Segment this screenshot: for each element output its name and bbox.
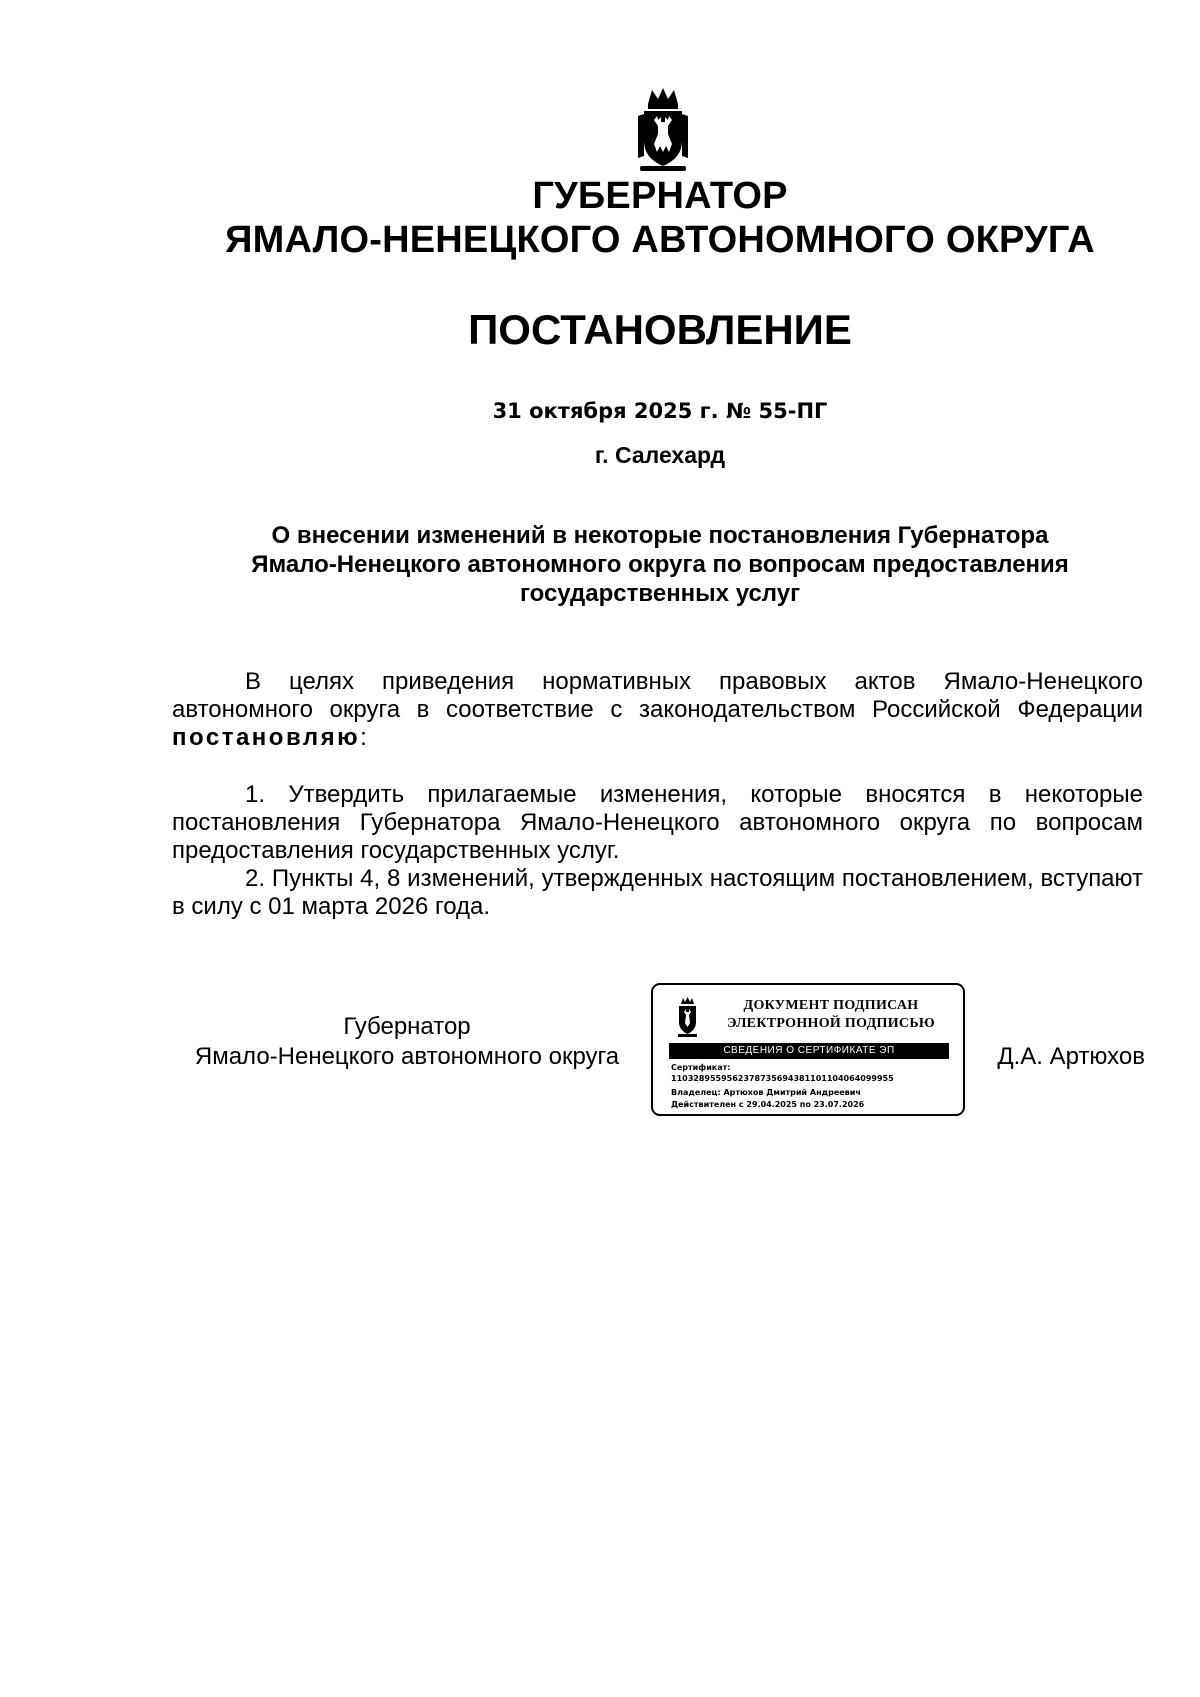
stamp-title-line1: ДОКУМЕНТ ПОДПИСАН [743,998,919,1013]
document-date-number: 31 октября 2025 г. № 55-ПГ [492,399,828,423]
signer-title-line2: Ямало-Ненецкого автономного округа [194,1043,620,1070]
decree-items [172,781,1143,921]
document-subject [60,521,1200,608]
decree-item: 1. Утвердить прилагаемые изменения, которые вносятся в некоторые постановления Губернатора Ямало-Ненецкого автономного округа по вопросам предоставления государственных услуг. [172,781,1143,864]
authority-title-line1: ГУБЕРНАТОР [532,175,788,217]
stamp-title-line2: ЭЛЕКТРОННОЙ ПОДПИСЬЮ [727,1016,935,1031]
stamp-title [711,997,951,1033]
subject-line: О внесении изменений в некоторые постановления Губернатора [271,522,1049,549]
authority-title-line2: ЯМАЛО-НЕНЕЦКОГО АВТОНОМНОГО ОКРУГА [225,219,1095,261]
preamble-text: В целях приведения нормативных правовых актов Ямало-Ненецкого автономного округа в соответствие с законодательством Российской Федерации [172,668,1143,723]
decree-item: 2. Пункты 4, 8 изменений, утвержденных настоящим постановлением, вступают в силу с 01 марта 2026 года. [172,865,1143,920]
signer-name: Д.А. Артюхов [997,1043,1145,1070]
signer-title [172,1012,642,1072]
decree-colon: : [360,724,367,751]
stamp-certificate-label: Сертификат: [671,1063,731,1072]
document-type: ПОСТАНОВЛЕНИЕ [468,306,852,353]
stamp-certificate-number: 1103289559562378735694381101104064099955 [671,1074,894,1083]
signer-title-line1: Губернатор [343,1013,471,1040]
coat-of-arms-icon [634,86,692,174]
preamble [172,668,1143,752]
decree-word: постановляю [172,724,361,751]
stamp-certificate-bar: СВЕДЕНИЯ О СЕРТИФИКАТЕ ЭП [669,1043,949,1059]
document-city: г. Салехард [594,442,726,468]
electronic-signature-stamp [651,983,965,1116]
stamp-validity: Действителен с 29.04.2025 по 23.07.2026 [671,1100,865,1109]
subject-line: Ямало-Ненецкого автономного округа по вопросам предоставления [251,551,1069,578]
subject-line: государственных услуг [519,580,801,607]
stamp-owner: Владелец: Артюхов Дмитрий Андреевич [671,1088,861,1097]
stamp-coat-of-arms-icon [675,996,700,1038]
